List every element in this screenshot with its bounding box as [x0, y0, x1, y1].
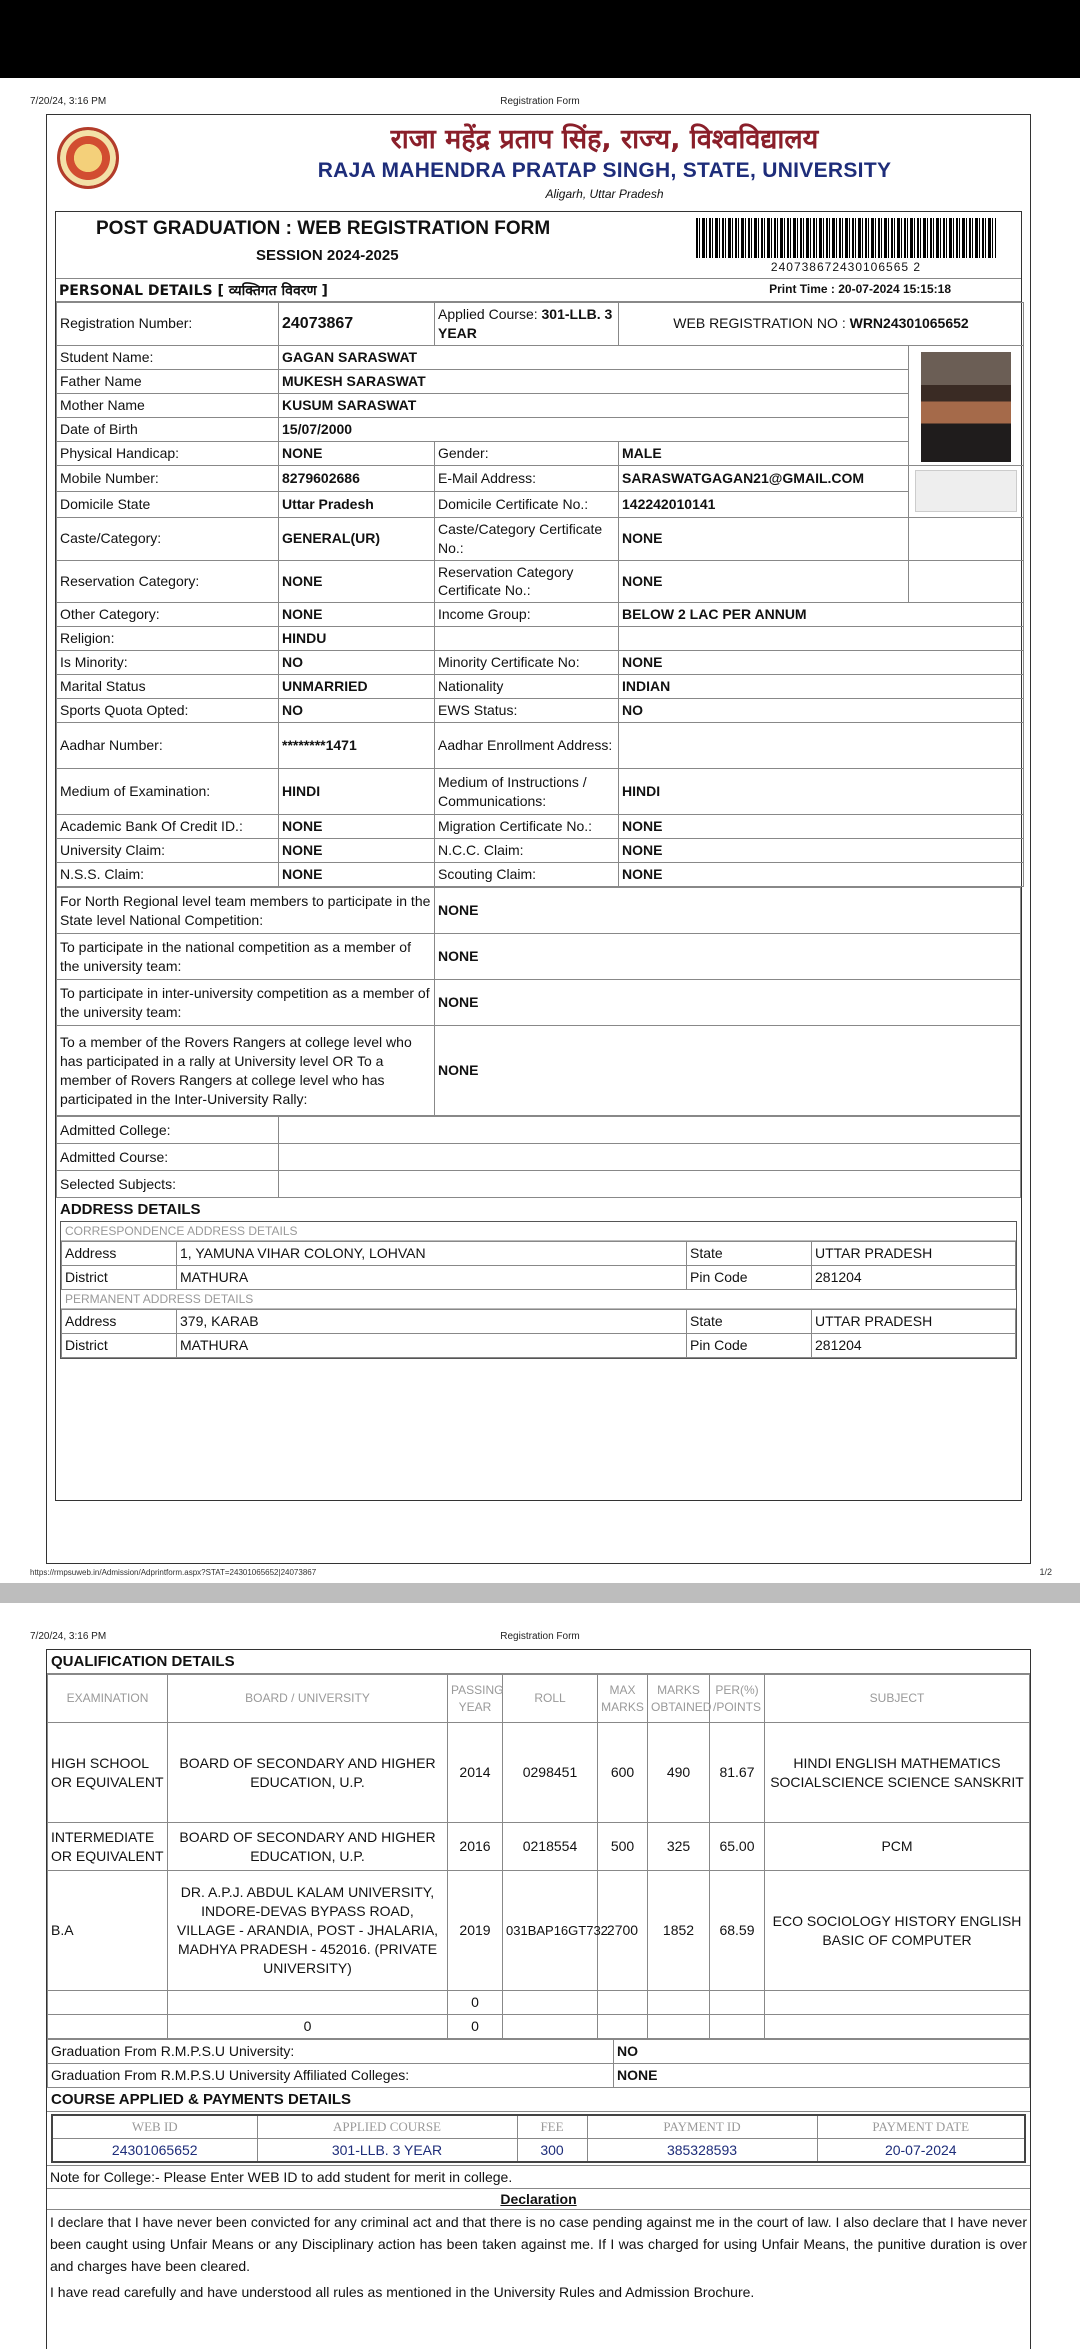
personal-details-table	[56, 302, 1024, 887]
nss-value: NONE	[279, 863, 435, 887]
dob-value: 15/07/2000	[279, 417, 909, 441]
table-row	[48, 1871, 1030, 1991]
domicile-state-label: Domicile State	[57, 491, 279, 517]
sports-quota-label: Sports Quota Opted:	[57, 699, 279, 723]
reg-number-label: Registration Number:	[57, 303, 279, 346]
student-name-value: GAGAN SARASWAT	[279, 345, 909, 369]
print-datetime: 7/20/24, 3:16 PM	[30, 96, 107, 107]
declaration-para-2: I have read carefully and have understood all rules as mentioned in the University Rules and Admission Brochure.	[50, 2283, 755, 2300]
corr-state-label: State	[687, 1242, 812, 1266]
handicap-value: NONE	[279, 441, 435, 465]
barcode-icon	[696, 218, 996, 258]
qual-board: 0	[168, 2015, 448, 2039]
table-row	[48, 1991, 1030, 2015]
scouting-value: NONE	[619, 863, 1024, 887]
payment-date: 20-07-2024	[817, 2138, 1025, 2162]
qual-exam: B.A	[48, 1871, 168, 1991]
qual-percent: 81.67	[710, 1723, 765, 1823]
minority-value: NO	[279, 651, 435, 675]
aadhar-address-value	[619, 723, 1024, 769]
student-photo	[921, 352, 1011, 462]
selected-subjects-value	[279, 1171, 1021, 1198]
rovers-rangers-value: NONE	[435, 1026, 1021, 1116]
col-passing-year: PASSING YEAR	[448, 1675, 503, 1723]
migration-value: NONE	[619, 815, 1024, 839]
web-reg-cell	[619, 303, 1024, 346]
perm-state-label: State	[687, 1310, 812, 1334]
corr-address-value: 1, YAMUNA VIHAR COLONY, LOHVAN	[177, 1242, 687, 1266]
qual-roll	[503, 1991, 598, 2015]
payment-course: 301-LLB. 3 YEAR	[257, 2138, 517, 2162]
barcode-text: 240738672430106565 2	[770, 260, 922, 274]
print-title: Registration Form	[500, 96, 580, 107]
aadhar-value: ********1471	[279, 723, 435, 769]
col-applied-course: APPLIED COURSE	[257, 2115, 517, 2138]
qual-subject	[765, 2015, 1030, 2039]
university-name-english: RAJA MAHENDRA PRATAP SINGH, STATE, UNIVERSITY	[317, 159, 892, 182]
web-reg-value: WRN24301065652	[849, 315, 969, 332]
perm-address-label: Address	[62, 1310, 177, 1334]
competition-table	[56, 887, 1021, 1116]
col-payment-date: PAYMENT DATE	[817, 2115, 1025, 2138]
minority-cert-label: Minority Certificate No:	[435, 651, 619, 675]
selected-subjects-label: Selected Subjects:	[57, 1171, 279, 1198]
qual-year: 0	[448, 2015, 503, 2039]
competition-inter-label: To participate in inter-university competition as a member of the university team:	[57, 980, 435, 1026]
qual-year: 2016	[448, 1823, 503, 1871]
perm-address-value: 379, KARAB	[177, 1310, 687, 1334]
nss-label: N.S.S. Claim:	[57, 863, 279, 887]
ews-label: EWS Status:	[435, 699, 619, 723]
table-row	[48, 1723, 1030, 1823]
print-time: Print Time : 20-07-2024 15:15:18	[769, 282, 951, 296]
domicile-cert-value: 142242010141	[619, 491, 909, 517]
payment-fee: 300	[517, 2138, 587, 2162]
col-subject: SUBJECT	[765, 1675, 1030, 1723]
caste-value: GENERAL(UR)	[279, 517, 435, 560]
registration-block	[55, 211, 1022, 1501]
college-note: Note for College:- Please Enter WEB ID to add student for merit in college.	[47, 2165, 1030, 2189]
col-max-marks: MAX MARKS	[598, 1675, 648, 1723]
perm-district-value: MATHURA	[177, 1334, 687, 1358]
qual-year: 2019	[448, 1871, 503, 1991]
qual-max	[598, 2015, 648, 2039]
exam-medium-label: Medium of Examination:	[57, 769, 279, 815]
address-box	[60, 1221, 1017, 1359]
col-board: BOARD / UNIVERSITY	[168, 1675, 448, 1723]
admitted-table	[56, 1116, 1021, 1198]
competition-national-label: To participate in the national competition as a member of the university team:	[57, 934, 435, 980]
empty-cell	[619, 627, 1024, 651]
perm-district-label: District	[62, 1334, 177, 1358]
qualification-table	[47, 1674, 1030, 2039]
ews-value: NO	[619, 699, 1024, 723]
ncc-value: NONE	[619, 839, 1024, 863]
perm-pin-value: 281204	[812, 1334, 1016, 1358]
corr-pin-value: 281204	[812, 1266, 1016, 1290]
marital-label: Marital Status	[57, 675, 279, 699]
other-category-label: Other Category:	[57, 603, 279, 627]
university-name-hindi: राजा महेंद्र प्रताप सिंह, राज्य, विश्वविद्यालय	[390, 124, 819, 155]
competition-state-label: For North Regional level team members to participate in the State level National Competition:	[57, 888, 435, 934]
form-title-area	[56, 212, 1021, 279]
col-fee: FEE	[517, 2115, 587, 2138]
corr-state-value: UTTAR PRADESH	[812, 1242, 1016, 1266]
university-claim-value: NONE	[279, 839, 435, 863]
other-category-value: NONE	[279, 603, 435, 627]
qual-board: DR. A.P.J. ABDUL KALAM UNIVERSITY, INDORE-DEVAS BYPASS ROAD, VILLAGE - ARANDIA, POST - JHALARIA, MADHYA PRADESH - 452016. (PRIVATE UNIVERSITY)	[168, 1871, 448, 1991]
qual-percent: 68.59	[710, 1871, 765, 1991]
father-name-label: Father Name	[57, 369, 279, 393]
table-row	[52, 2138, 1025, 2162]
corr-pin-label: Pin Code	[687, 1266, 812, 1290]
qual-obtained	[648, 1991, 710, 2015]
payment-id: 385328593	[587, 2138, 817, 2162]
table-row	[48, 2015, 1030, 2039]
qual-max: 2700	[598, 1871, 648, 1991]
perm-pin-label: Pin Code	[687, 1334, 812, 1358]
payments-box	[51, 2114, 1026, 2163]
mother-name-value: KUSUM SARASWAT	[279, 393, 909, 417]
qual-subject: HINDI ENGLISH MATHEMATICS SOCIALSCIENCE SCIENCE SANSKRIT	[765, 1723, 1030, 1823]
qual-roll: 0218554	[503, 1823, 598, 1871]
qual-year: 0	[448, 1991, 503, 2015]
qual-obtained: 1852	[648, 1871, 710, 1991]
col-payment-id: PAYMENT ID	[587, 2115, 817, 2138]
qual-max: 500	[598, 1823, 648, 1871]
payments-heading: COURSE APPLIED & PAYMENTS DETAILS	[47, 2088, 1030, 2112]
admitted-course-value	[279, 1144, 1021, 1171]
aadhar-label: Aadhar Number:	[57, 723, 279, 769]
web-reg-label: WEB REGISTRATION NO :	[673, 315, 850, 332]
father-name-value: MUKESH SARASWAT	[279, 369, 909, 393]
page-gap	[0, 1583, 1080, 1603]
caste-cert-value: NONE	[619, 517, 909, 560]
payments-table	[51, 2114, 1026, 2163]
print-datetime-2: 7/20/24, 3:16 PM	[30, 1631, 107, 1642]
personal-heading-row	[56, 279, 1021, 302]
grad-affil-value: NONE	[614, 2064, 1030, 2088]
marital-value: UNMARRIED	[279, 675, 435, 699]
qual-subject: PCM	[765, 1823, 1030, 1871]
status-bar	[0, 0, 1080, 78]
domicile-cert-label: Domicile Certificate No.:	[435, 491, 619, 517]
print-title-2: Registration Form	[500, 1631, 580, 1642]
applied-course-value: 301-LLB. 3 YEAR	[438, 306, 613, 341]
reservation-value: NONE	[279, 560, 435, 603]
minority-cert-value: NONE	[619, 651, 1024, 675]
signature-image	[915, 470, 1017, 512]
abc-id-label: Academic Bank Of Credit ID.:	[57, 815, 279, 839]
qual-subject: ECO SOCIOLOGY HISTORY ENGLISH BASIC OF COMPUTER	[765, 1871, 1030, 1991]
permanent-heading: PERMANENT ADDRESS DETAILS	[61, 1290, 1016, 1309]
qual-board: BOARD OF SECONDARY AND HIGHER EDUCATION, U.P.	[168, 1723, 448, 1823]
qual-max	[598, 1991, 648, 2015]
domicile-state-value: Uttar Pradesh	[279, 491, 435, 517]
graduation-table	[47, 2039, 1030, 2088]
qual-exam: INTERMEDIATE OR EQUIVALENT	[48, 1823, 168, 1871]
form-frame	[46, 114, 1031, 1564]
reservation-label: Reservation Category:	[57, 560, 279, 603]
qual-max: 600	[598, 1723, 648, 1823]
declaration-heading: Declaration	[47, 2189, 1030, 2210]
mobile-value: 8279602686	[279, 465, 435, 491]
qual-percent	[710, 2015, 765, 2039]
caste-label: Caste/Category:	[57, 517, 279, 560]
grad-rmpsu-value: NO	[614, 2040, 1030, 2064]
minority-label: Is Minority:	[57, 651, 279, 675]
col-percent: PER(%) /POINTS	[710, 1675, 765, 1723]
personal-details-heading: PERSONAL DETAILS [ व्यक्तिगत विवरण ]	[59, 283, 328, 299]
aadhar-address-label: Aadhar Enrollment Address:	[435, 723, 619, 769]
caste-cert-label: Caste/Category Certificate No.:	[435, 517, 619, 560]
applied-course-label: Applied Course:	[438, 306, 542, 322]
col-roll: ROLL	[503, 1675, 598, 1723]
grad-rmpsu-label: Graduation From R.M.P.S.U University:	[48, 2040, 614, 2064]
table-row	[48, 1823, 1030, 1871]
qual-obtained: 490	[648, 1723, 710, 1823]
address-heading: ADDRESS DETAILS	[60, 1201, 201, 1219]
photo-cell	[909, 345, 1024, 465]
qual-subject	[765, 1991, 1030, 2015]
reservation-cert-value: NONE	[619, 560, 909, 603]
correspondence-heading: CORRESPONDENCE ADDRESS DETAILS	[61, 1222, 1016, 1241]
perm-state-value: UTTAR PRADESH	[812, 1310, 1016, 1334]
session-label: SESSION 2024-2025	[256, 247, 399, 264]
qual-obtained	[648, 2015, 710, 2039]
qual-roll	[503, 2015, 598, 2039]
qualification-heading: QUALIFICATION DETAILS	[47, 1650, 1030, 1674]
qual-percent	[710, 1991, 765, 2015]
email-label: E-Mail Address:	[435, 465, 619, 491]
empty-cell	[909, 560, 1024, 603]
mother-name-label: Mother Name	[57, 393, 279, 417]
correspondence-table	[61, 1241, 1016, 1290]
nationality-label: Nationality	[435, 675, 619, 699]
qual-board	[168, 1991, 448, 2015]
print-url: https://rmpsuweb.in/Admission/Adprintform.aspx?STAT=24301065652|24073867	[30, 1568, 317, 1577]
form-title: POST GRADUATION : WEB REGISTRATION FORM	[96, 218, 551, 239]
corr-district-value: MATHURA	[177, 1266, 687, 1290]
page2-frame	[46, 1649, 1031, 2349]
grad-affil-label: Graduation From R.M.P.S.U University Affiliated Colleges:	[48, 2064, 614, 2088]
ncc-label: N.C.C. Claim:	[435, 839, 619, 863]
competition-inter-value: NONE	[435, 980, 1021, 1026]
university-claim-label: University Claim:	[57, 839, 279, 863]
student-name-label: Student Name:	[57, 345, 279, 369]
qual-board: BOARD OF SECONDARY AND HIGHER EDUCATION, U.P.	[168, 1823, 448, 1871]
empty-cell	[435, 627, 619, 651]
gender-label: Gender:	[435, 441, 619, 465]
exam-medium-value: HINDI	[279, 769, 435, 815]
dob-label: Date of Birth	[57, 417, 279, 441]
qual-roll: 0298451	[503, 1723, 598, 1823]
handicap-label: Physical Handicap:	[57, 441, 279, 465]
applied-course-cell	[435, 303, 619, 346]
qual-exam	[48, 2015, 168, 2039]
reservation-cert-label: Reservation Category Certificate No.:	[435, 560, 619, 603]
page-1	[0, 78, 1080, 1583]
sports-quota-value: NO	[279, 699, 435, 723]
corr-district-label: District	[62, 1266, 177, 1290]
corr-address-label: Address	[62, 1242, 177, 1266]
qual-exam	[48, 1991, 168, 2015]
permanent-table	[61, 1309, 1016, 1358]
col-web-id: WEB ID	[52, 2115, 257, 2138]
income-group-label: Income Group:	[435, 603, 619, 627]
competition-national-value: NONE	[435, 934, 1021, 980]
competition-state-value: NONE	[435, 888, 1021, 934]
instruction-medium-label: Medium of Instructions / Communications:	[435, 769, 619, 815]
migration-label: Migration Certificate No.:	[435, 815, 619, 839]
qual-year: 2014	[448, 1723, 503, 1823]
rovers-rangers-label: To a member of the Rovers Rangers at college level who has participated in a rally at University level OR To a member of Rovers Rangers at college level who has participated in the Inter-University Rally:	[57, 1026, 435, 1116]
gender-value: MALE	[619, 441, 909, 465]
qual-obtained: 325	[648, 1823, 710, 1871]
qual-roll: 031BAP16GT732	[503, 1871, 598, 1991]
qual-exam: HIGH SCHOOL OR EQUIVALENT	[48, 1723, 168, 1823]
mobile-label: Mobile Number:	[57, 465, 279, 491]
admitted-college-value	[279, 1117, 1021, 1144]
email-value: SARASWATGAGAN21@GMAIL.COM	[619, 465, 909, 491]
income-group-value: BELOW 2 LAC PER ANNUM	[619, 603, 1024, 627]
col-marks-obtained: MARKS OBTAINED	[648, 1675, 710, 1723]
qual-percent: 65.00	[710, 1823, 765, 1871]
admitted-course-label: Admitted Course:	[57, 1144, 279, 1171]
instruction-medium-value: HINDI	[619, 769, 1024, 815]
admitted-college-label: Admitted College:	[57, 1117, 279, 1144]
page-number: 1/2	[1039, 1567, 1052, 1577]
scouting-label: Scouting Claim:	[435, 863, 619, 887]
declaration-para-1: I declare that I have never been convicted for any criminal act and that there is no case pending against me in the court of law. I also declare that I have never been caught using Unfair Means or any Disciplinary action has been taken against me. If I was charged for using Unfair Means, the punitive duration is over and charges have been cleared.	[50, 2214, 1027, 2274]
col-examination: EXAMINATION	[48, 1675, 168, 1723]
university-city: Aligarh, Uttar Pradesh	[545, 187, 664, 201]
religion-label: Religion:	[57, 627, 279, 651]
empty-cell	[909, 517, 1024, 560]
nationality-value: INDIAN	[619, 675, 1024, 699]
page-2	[0, 1603, 1080, 2340]
religion-value: HINDU	[279, 627, 435, 651]
reg-number-value: 24073867	[279, 303, 435, 346]
signature-cell	[909, 465, 1024, 517]
payment-web-id: 24301065652	[52, 2138, 257, 2162]
abc-id-value: NONE	[279, 815, 435, 839]
